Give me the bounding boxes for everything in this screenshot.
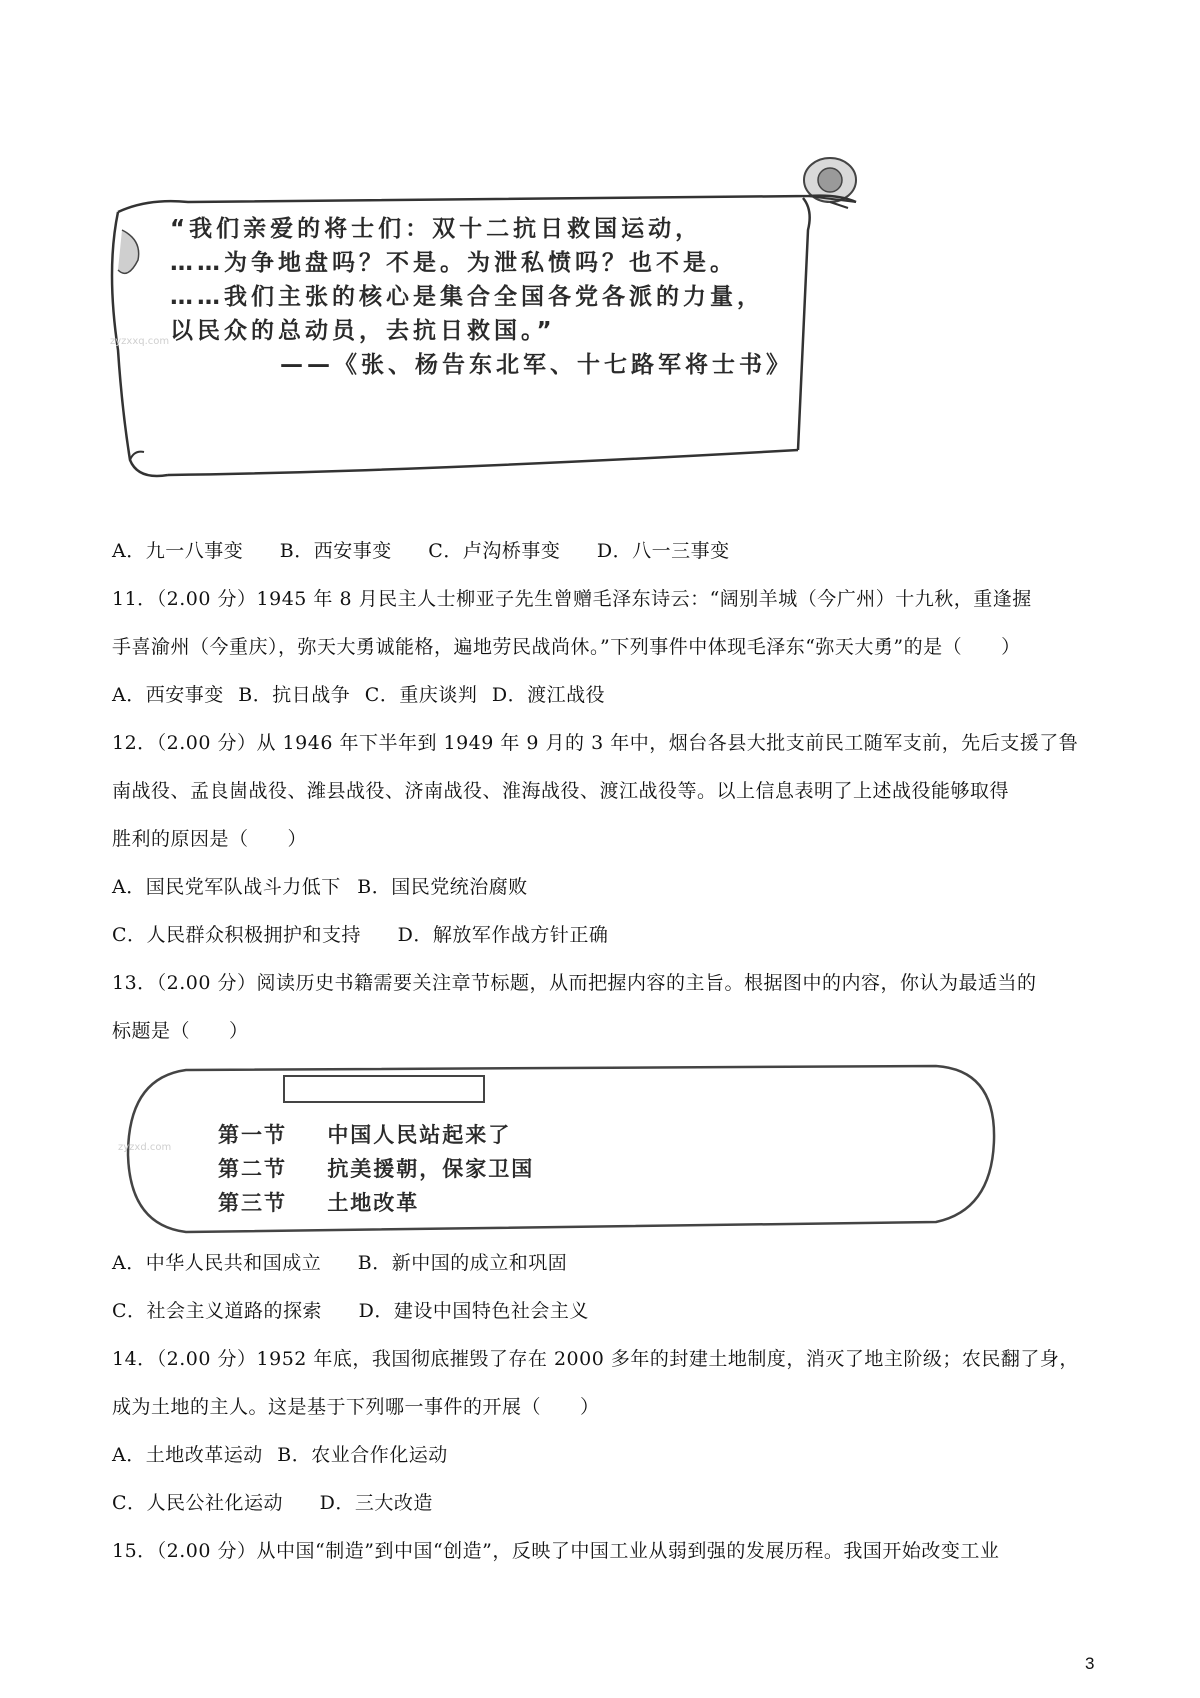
q14-options — [112, 1488, 463, 1515]
section-title: 土地改革 — [327, 1191, 420, 1215]
option-b: B．国民党统治腐败 — [357, 876, 528, 898]
q13-stem-line: 标题是（ ） — [112, 1020, 249, 1042]
q12-stem-line: 南战役、孟良崮战役、潍县战役、济南战役、淮海战役、渡江战役等。以上信息表明了上述战役能够取得 — [112, 780, 1010, 802]
q12-stem-line: 胜利的原因是（ ） — [112, 828, 308, 850]
chapter-figure — [116, 1060, 1016, 1245]
q12-stem-line: 12．（2.00 分）从 1946 年下半年到 1949 年 9 月的 3 年中，烟台各县大批支前民工随军支前，先后支援了鲁 — [112, 732, 1079, 754]
section-label: 第三节 — [218, 1191, 287, 1215]
watermark: zyzxxq.com — [110, 336, 170, 347]
option-d: D．建设中国特色社会主义 — [358, 1300, 589, 1322]
q10-options — [112, 536, 760, 563]
q11-stem-line: 手喜渝州（今重庆），弥天大勇诚能格，遍地劳民战尚休。”下列事件中体现毛泽东“弥天大勇”的是（ ） — [112, 636, 1021, 658]
quote-source: ——《张、杨告东北军、十七路军将士书》 — [280, 352, 793, 378]
option-b: B．新中国的成立和巩固 — [357, 1252, 568, 1274]
option-d: D．渡江战役 — [491, 684, 606, 706]
chapter-list — [218, 1118, 534, 1220]
q15-stem-line: 15．（2.00 分）从中国“制造”到中国“创造”，反映了中国工业从弱到强的发展历程。我国开始改变工业 — [112, 1540, 1000, 1562]
q13-options — [112, 1296, 619, 1323]
section-label: 第二节 — [218, 1157, 287, 1181]
option-c: C．人民群众积极拥护和支持 — [112, 924, 362, 946]
q14-stem-line: 14．（2.00 分）1952 年底，我国彻底摧毁了存在 2000 多年的封建土地制度，消灭了地主阶级；农民翻了身， — [112, 1348, 1079, 1370]
scroll-quote — [170, 212, 950, 382]
q13-options — [112, 1248, 597, 1275]
quote-line: ……我们主张的核心是集合全国各党各派的力量， — [170, 284, 764, 310]
chapter-row — [218, 1186, 534, 1220]
q14-stem-line: 成为土地的主人。这是基于下列哪一事件的开展（ ） — [112, 1396, 600, 1418]
option-d: D．三大改造 — [319, 1492, 433, 1514]
q12-options — [112, 872, 558, 899]
option-a: A．中华人民共和国成立 — [112, 1252, 322, 1274]
quote-line: 以民众的总动员，去抗日救国。” — [170, 318, 556, 344]
option-d: D．八一三事变 — [596, 540, 730, 562]
quote-line: “我们亲爱的将士们：双十二抗日救国运动， — [170, 216, 703, 242]
section-title: 中国人民站起来了 — [327, 1123, 512, 1147]
q11-stem-line: 11．（2.00 分）1945 年 8 月民主人士柳亚子先生曾赠毛泽东诗云：“阔别羊城（今广州）十九秋，重逢握 — [112, 588, 1032, 610]
scroll-figure — [108, 150, 1008, 510]
option-a: A．西安事变 — [112, 684, 224, 706]
option-a: A．土地改革运动 — [112, 1444, 263, 1466]
q11-options — [112, 680, 635, 707]
option-d: D．解放军作战方针正确 — [397, 924, 609, 946]
option-a: A．国民党军队战斗力低下 — [112, 876, 341, 898]
watermark: zyzxd.com — [118, 1142, 172, 1153]
q12-options — [112, 920, 638, 947]
option-b: B．西安事变 — [279, 540, 392, 562]
q13-stem-line: 13．（2.00 分）阅读历史书籍需要关注章节标题，从而把握内容的主旨。根据图中的内容，你认为最适当的 — [112, 972, 1037, 994]
q14-options — [112, 1440, 478, 1467]
option-c: C．重庆谈判 — [364, 684, 478, 706]
option-c: C．卢沟桥事变 — [428, 540, 561, 562]
option-c: C．人民公社化运动 — [112, 1492, 284, 1514]
quote-line: ……为争地盘吗？不是。为泄私愤吗？也不是。 — [170, 250, 737, 276]
page-number: 3 — [1085, 1654, 1095, 1673]
chapter-row — [218, 1118, 534, 1152]
option-c: C．社会主义道路的探索 — [112, 1300, 323, 1322]
option-b: B．农业合作化运动 — [277, 1444, 448, 1466]
chapter-row — [218, 1152, 534, 1186]
option-b: B．抗日战争 — [238, 684, 351, 706]
section-title: 抗美援朝，保家卫国 — [327, 1157, 535, 1181]
option-a: A．九一八事变 — [112, 540, 244, 562]
section-label: 第一节 — [218, 1123, 287, 1147]
